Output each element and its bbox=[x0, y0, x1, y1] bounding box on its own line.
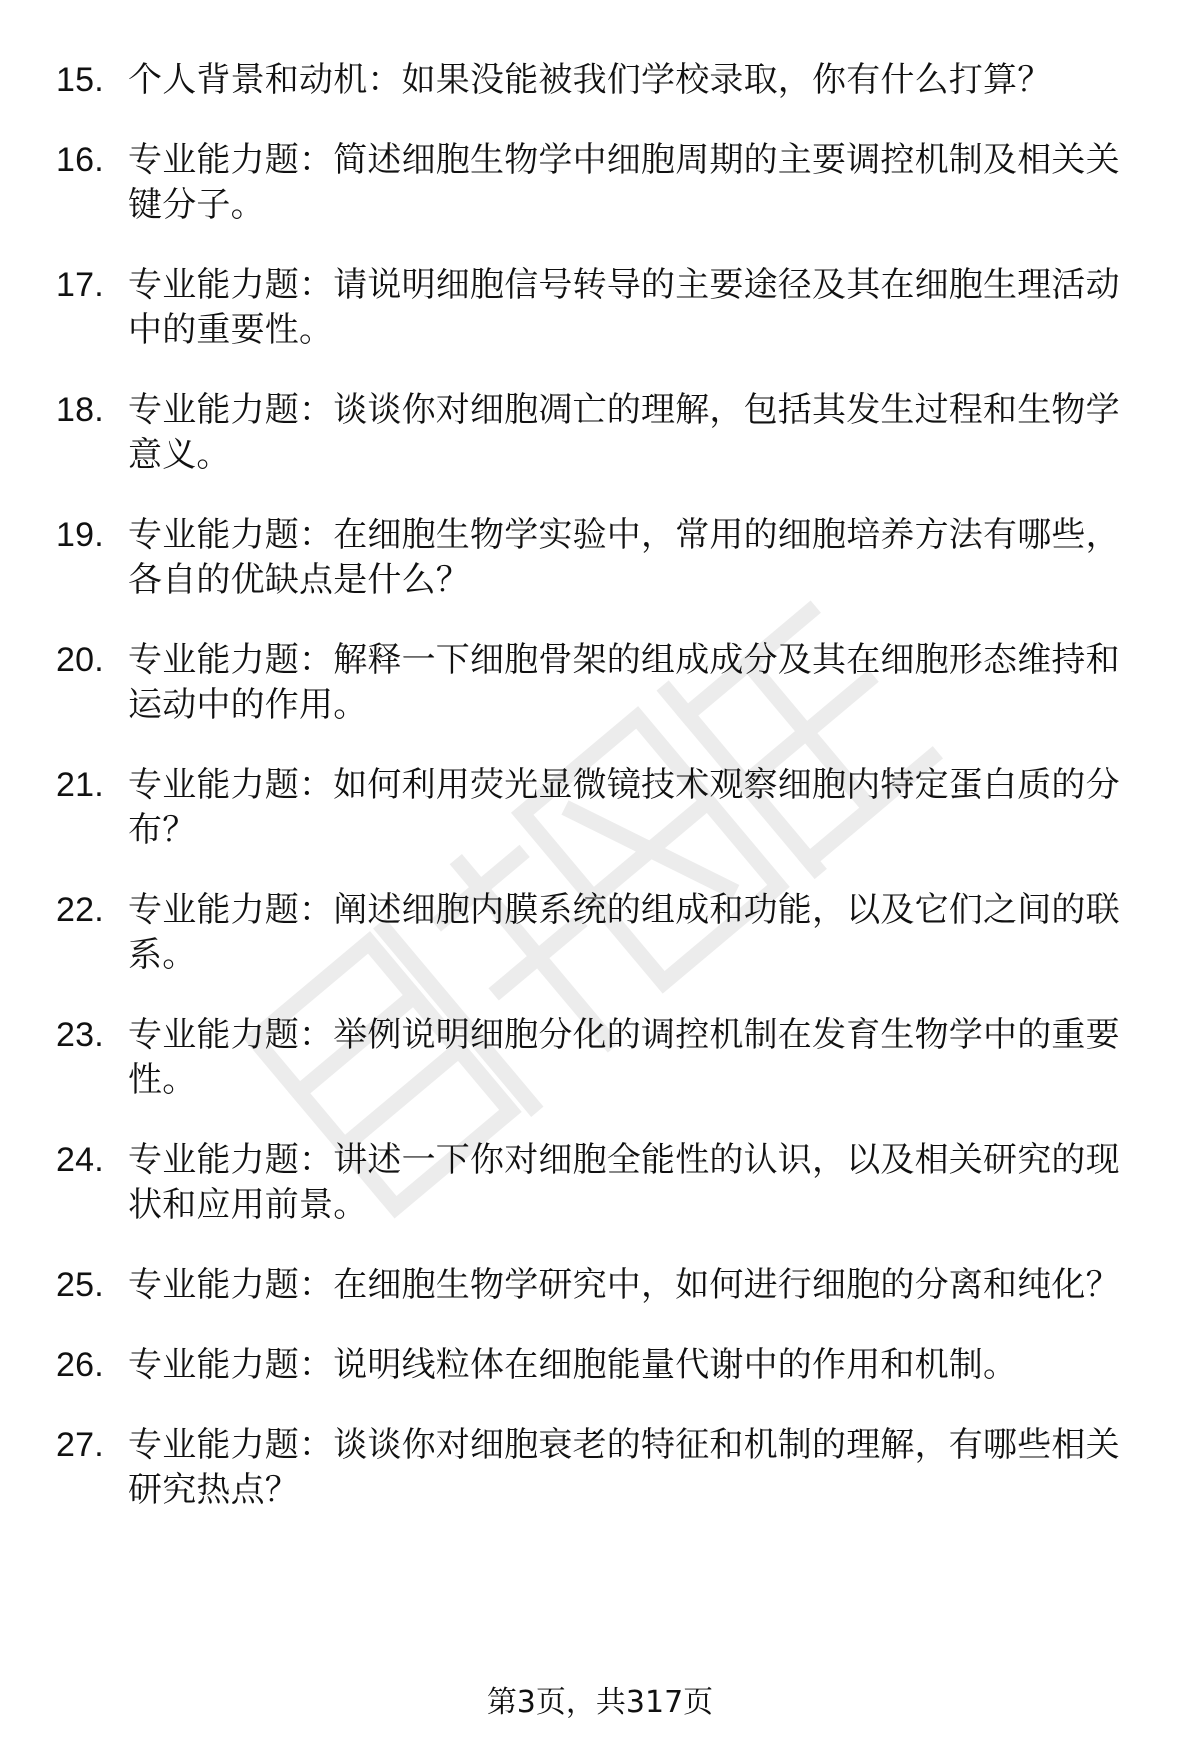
question-item bbox=[56, 513, 1146, 603]
question-item bbox=[56, 138, 1146, 228]
question-number: 24. bbox=[56, 1141, 104, 1179]
question-number: 15. bbox=[56, 61, 104, 99]
question-number: 22. bbox=[56, 891, 104, 929]
question-item bbox=[56, 388, 1146, 478]
question-list bbox=[56, 58, 1146, 1548]
question-text: 专业能力题：谈谈你对细胞衰老的特征和机制的理解，有哪些相关研究热点？ bbox=[128, 1425, 1120, 1510]
question-text: 个人背景和动机：如果没能被我们学校录取，你有什么打算？ bbox=[128, 60, 1052, 100]
question-number: 16. bbox=[56, 141, 104, 179]
question-number: 26. bbox=[56, 1346, 104, 1384]
question-text: 专业能力题：请说明细胞信号转导的主要途径及其在细胞生理活动中的重要性。 bbox=[128, 265, 1120, 350]
question-item bbox=[56, 1423, 1146, 1513]
question-text: 专业能力题：在细胞生物学研究中，如何进行细胞的分离和纯化？ bbox=[128, 1265, 1120, 1305]
question-number: 21. bbox=[56, 766, 104, 804]
question-text: 专业能力题：阐述细胞内膜系统的组成和功能，以及它们之间的联系。 bbox=[128, 890, 1120, 975]
question-item bbox=[56, 888, 1146, 978]
question-number: 19. bbox=[56, 516, 104, 554]
question-item bbox=[56, 638, 1146, 728]
page-footer: 第3页，共317页 bbox=[486, 1685, 714, 1720]
question-text: 专业能力题：简述细胞生物学中细胞周期的主要调控机制及相关关键分子。 bbox=[128, 140, 1120, 225]
question-number: 20. bbox=[56, 641, 104, 679]
question-text: 专业能力题：如何利用荧光显微镜技术观察细胞内特定蛋白质的分布？ bbox=[128, 765, 1120, 850]
question-text: 专业能力题：解释一下细胞骨架的组成成分及其在细胞形态维持和运动中的作用。 bbox=[128, 640, 1120, 725]
question-text: 专业能力题：讲述一下你对细胞全能性的认识，以及相关研究的现状和应用前景。 bbox=[128, 1140, 1120, 1225]
question-item bbox=[56, 763, 1146, 853]
question-number: 25. bbox=[56, 1266, 104, 1304]
question-item bbox=[56, 1013, 1146, 1103]
question-item bbox=[56, 58, 1146, 103]
question-number: 17. bbox=[56, 266, 104, 304]
question-item bbox=[56, 1138, 1146, 1228]
question-text: 专业能力题：在细胞生物学实验中，常用的细胞培养方法有哪些，各自的优缺点是什么？ bbox=[128, 515, 1120, 600]
question-number: 23. bbox=[56, 1016, 104, 1054]
question-text: 专业能力题：举例说明细胞分化的调控机制在发育生物学中的重要性。 bbox=[128, 1015, 1120, 1100]
question-item bbox=[56, 1343, 1146, 1388]
question-item bbox=[56, 1263, 1146, 1308]
question-text: 专业能力题：谈谈你对细胞凋亡的理解，包括其发生过程和生物学意义。 bbox=[128, 390, 1120, 475]
question-item bbox=[56, 263, 1146, 353]
question-number: 27. bbox=[56, 1426, 104, 1464]
question-number: 18. bbox=[56, 391, 104, 429]
question-text: 专业能力题：说明线粒体在细胞能量代谢中的作用和机制。 bbox=[128, 1345, 1018, 1385]
